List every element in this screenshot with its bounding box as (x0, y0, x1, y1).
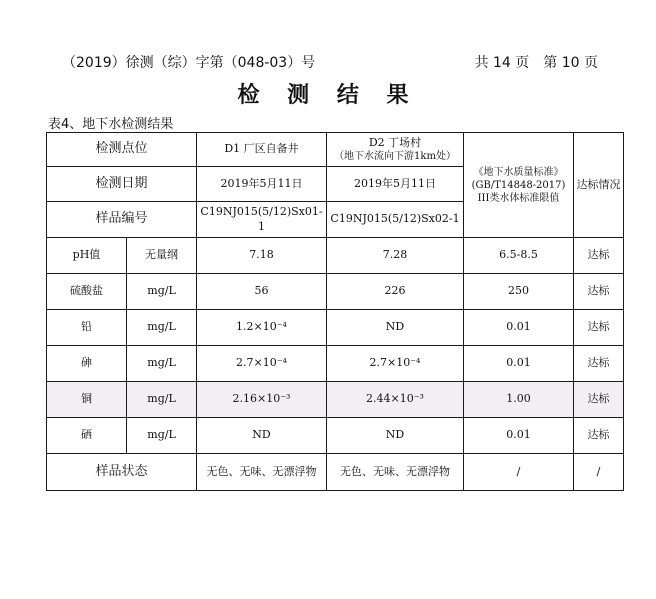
d2-date: 2019年5月11日 (327, 167, 464, 202)
table-row (47, 454, 624, 491)
param-name: 硫酸盐 (47, 274, 127, 310)
sample-label: 样品编号 (47, 202, 197, 238)
d1-value: ND (197, 418, 327, 454)
table-row (47, 310, 624, 346)
limit-value: 0.01 (464, 418, 574, 454)
param-name: 硒 (47, 418, 127, 454)
current-page: 第 10 页 (543, 55, 598, 71)
d2-value: ND (327, 310, 464, 346)
limit-value: 0.01 (464, 346, 574, 382)
table-row (47, 133, 624, 167)
table-caption: 表4、地下水检测结果 (48, 117, 174, 132)
d2-point-line1: D2 丁场村 (368, 135, 422, 149)
standard-line1: 《地下水质量标准》 (473, 166, 564, 178)
report-number: （2019）徐测（综）字第（048-03）号 (62, 55, 316, 71)
status-value: 达标 (574, 310, 624, 346)
d2-value: 226 (327, 274, 464, 310)
point-label: 检测点位 (47, 133, 197, 167)
d2-value: 7.28 (327, 238, 464, 274)
standard-line2: (GB/T14848-2017) (471, 179, 566, 191)
status-value: 达标 (574, 382, 624, 418)
d1-point: D1 厂区自备井 (197, 133, 327, 167)
table-row (47, 418, 624, 454)
status-value: 达标 (574, 418, 624, 454)
page-title: 检 测 结 果 (237, 83, 419, 108)
status-value: 达标 (574, 346, 624, 382)
param-unit: mg/L (127, 346, 197, 382)
table-row (47, 274, 624, 310)
d1-state: 无色、无味、无漂浮物 (197, 454, 327, 491)
param-name: pH值 (47, 238, 127, 274)
limit-state: / (464, 454, 574, 491)
param-name: 砷 (47, 346, 127, 382)
d1-date: 2019年5月11日 (197, 167, 327, 202)
d1-value: 7.18 (197, 238, 327, 274)
table-row (47, 346, 624, 382)
d1-value: 2.16×10⁻³ (197, 382, 327, 418)
d1-sample: C19NJ015(5/12)Sx01-1 (197, 202, 327, 238)
limit-value: 250 (464, 274, 574, 310)
param-unit: 无量纲 (127, 238, 197, 274)
param-name: 铅 (47, 310, 127, 346)
d2-point (327, 133, 464, 167)
d2-value: 2.7×10⁻⁴ (327, 346, 464, 382)
d1-value: 56 (197, 274, 327, 310)
standard-header (464, 133, 574, 238)
d2-value: ND (327, 418, 464, 454)
param-unit: mg/L (127, 418, 197, 454)
d2-state: 无色、无味、无漂浮物 (327, 454, 464, 491)
total-pages: 共 14 页 (474, 55, 530, 71)
results-table (46, 132, 624, 491)
status-value: 达标 (574, 274, 624, 310)
d1-value: 2.7×10⁻⁴ (197, 346, 327, 382)
d2-sample: C19NJ015(5/12)Sx02-1 (327, 202, 464, 238)
standard-line3: III类水体标准限值 (477, 192, 560, 204)
d2-point-line2: （地下水流向下游1km处） (334, 151, 456, 163)
param-name: 铜 (47, 382, 127, 418)
param-unit: mg/L (127, 274, 197, 310)
param-unit: mg/L (127, 382, 197, 418)
table-row (47, 238, 624, 274)
status-value: 达标 (574, 238, 624, 274)
limit-value: 1.00 (464, 382, 574, 418)
table-row (47, 382, 624, 418)
status-state: / (574, 454, 624, 491)
limit-value: 6.5-8.5 (464, 238, 574, 274)
d1-value: 1.2×10⁻⁴ (197, 310, 327, 346)
d2-value: 2.44×10⁻³ (327, 382, 464, 418)
status-header: 达标情况 (574, 133, 624, 238)
date-label: 检测日期 (47, 167, 197, 202)
sample-state-label: 样品状态 (47, 454, 197, 491)
page-info (475, 52, 598, 72)
limit-value: 0.01 (464, 310, 574, 346)
param-unit: mg/L (127, 310, 197, 346)
